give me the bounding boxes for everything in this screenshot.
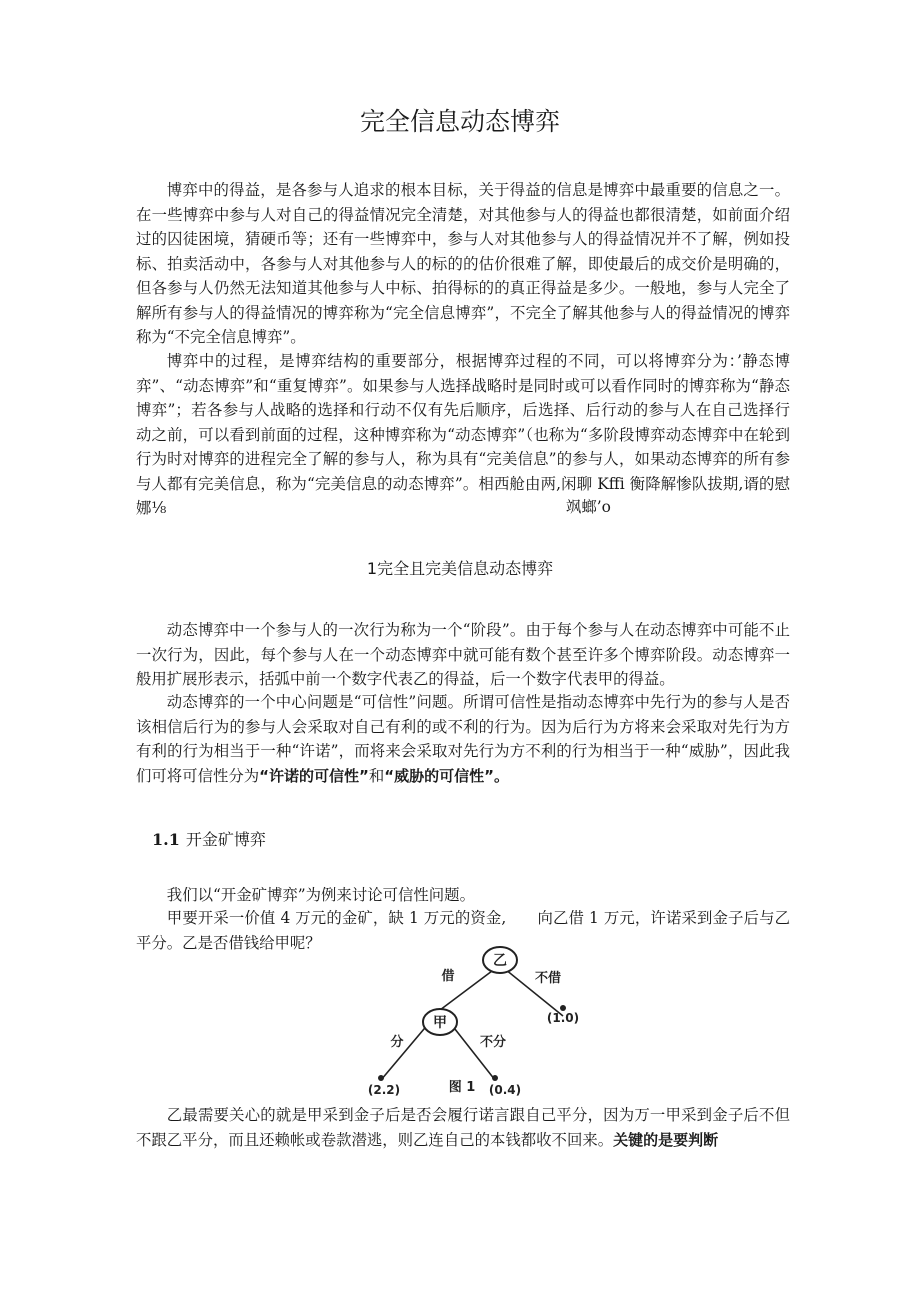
edge-not-lend-label: 不借 bbox=[534, 971, 562, 986]
section-1-heading: 1完全且完美信息动态博弈 bbox=[366, 559, 554, 578]
node-label: 甲 bbox=[433, 1015, 447, 1031]
section-1-paragraph-2-and: 和 bbox=[368, 766, 385, 785]
intro-paragraph-1: 博弈中的得益，是各参与人追求的根本目标，关于得益的信息是博弈中最重要的信息之一。在一些博弈中参与人对自己的得益情况完全清楚，对其他参与人的得益也都很清楚，如前面介绍过的囚徒困境，猜硬币等；还有一些博弈中，参与人对其他参与人的得益情况并不了解，例如投标、拍卖活动中，各参与人对其他参与人的标的的估价很难了解，即使最后的成交价是明确的，但各参与人仍然无法知道其他参与人中标、拍得标的的真正得益是多少。一般地，参与人完全了解所有参与人的得益情况的博弈称为“完全信息博弈”，不完全了解其他参与人的得益情况的博弈称为“不完全信息博弈”。 bbox=[136, 181, 790, 346]
page-title: 完全信息动态博弈 bbox=[359, 107, 560, 136]
key-judgement-text: 关键的是要判断 bbox=[613, 1130, 719, 1149]
payoff-not-split: (0.4) bbox=[488, 1083, 522, 1097]
section-1-1-paragraph-3 bbox=[136, 1103, 790, 1152]
figure-caption: 图 1 bbox=[448, 1080, 476, 1095]
terminal-dot-split bbox=[378, 1075, 384, 1081]
section-1-1-paragraph-2: 甲要开采一价值 4 万元的金矿，缺 1 万元的资金, 向乙借 1 万元，许诺采到金子后与乙平分。乙是否借钱给甲呢？ bbox=[136, 909, 790, 952]
threat-credibility-term: “威胁的可信性”。 bbox=[384, 766, 509, 785]
section-1-1-paragraph-1: 我们以“开金矿博弈”为例来讨论可信性问题。 bbox=[166, 886, 475, 904]
section-1-paragraph-1: 动态博弈中一个参与人的一次行为称为一个“阶段”。由于每个参与人在动态博弈中可能不止一次行为，因此，每个参与人在一个动态博弈中就可能有数个甚至许多个博弈阶段。动态博弈一般用扩展形表示，括弧中前一个数字代表乙的得益，后一个数字代表甲的得益。 bbox=[136, 621, 790, 688]
section-1-1-heading bbox=[152, 827, 266, 850]
edge-split-label: 分 bbox=[390, 1035, 404, 1050]
intro-paragraph-2-tail: 飒螂’o bbox=[566, 498, 611, 516]
section-1-paragraph-2-text: 动态博弈的一个中心问题是“可信性”问题。所谓可信性是指动态博弈中先行为的参与人是否该相信后行为的参与人会采取对自己有利的或不利的行为。因为后行为方将来会采取对先行为方有利的行为相当于一种“许诺”，而将来会采取对先行为方不利的行为相当于一种“威胁”，因此我们可将可信性分为 bbox=[136, 693, 790, 785]
edge-not-split-label: 不分 bbox=[479, 1035, 507, 1050]
terminal-dot-not-split bbox=[492, 1075, 498, 1081]
root-label: 乙 bbox=[493, 953, 507, 969]
payoff-split: (2.2) bbox=[367, 1083, 401, 1097]
promise-credibility-term: “许诺的可信性” bbox=[259, 766, 369, 785]
section-1-paragraph-2 bbox=[136, 690, 790, 788]
section-1-1-title: 开金矿博弈 bbox=[185, 830, 266, 849]
edge-lend-label: 借 bbox=[441, 969, 455, 984]
section-1-1-number: 1.1 bbox=[152, 830, 180, 849]
section-1-1-paragraph-3-text: 乙最需要关心的就是甲采到金子后是否会履行诺言跟自己平分，因为万一甲采到金子后不但不跟乙平分，而且还赖帐或卷款潜逃，则乙连自己的本钱都收不回来。 bbox=[136, 1106, 790, 1149]
game-tree-figure bbox=[355, 940, 585, 1100]
intro-paragraph-2: 博弈中的过程，是博弈结构的重要部分，根据博弈过程的不同，可以将博弈分为：’静态博弈”、“动态博弈”和“重复博弈”。如果参与人选择战略时是同时或可以看作同时的博弈称为“静态博弈”；若各参与人战略的选择和行动不仅有先后顺序，后选择、后行动的参与人在自己选择行动之前，可以看到前面的过程，这种博弈称为“动态博弈”（也称为“多阶段博弈动态博弈中在轮到行为时对博弈的进程完全了解的参与人，称为具有“完美信息”的参与人，如果动态博弈的所有参与人都有完美信息，称为“完美信息的动态博弈”。相西舱由两,闲聊 Kffi 衡降解惨队拔期,谞的慰娜⅛ bbox=[136, 352, 790, 517]
payoff-not-lend: (1.0) bbox=[546, 1011, 580, 1025]
